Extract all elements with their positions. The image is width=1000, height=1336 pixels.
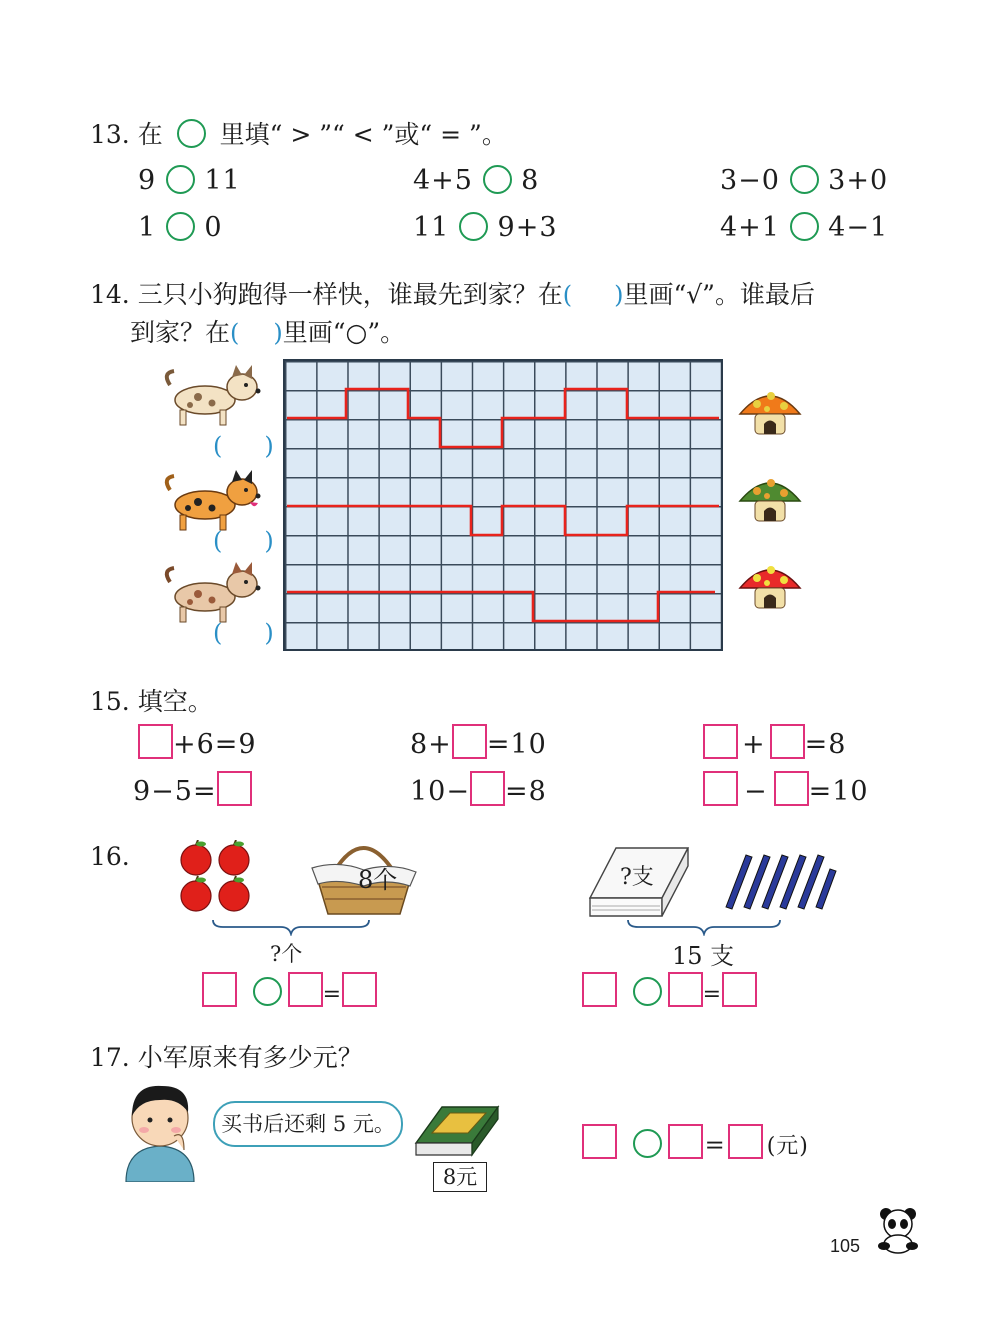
q13-suffix: 里填“ > ”“ < ”或“ = ”。 [219,120,507,149]
dog-2-answer[interactable]: ( ) [213,527,274,555]
expr: +6=9 [173,729,257,760]
q13-item [138,165,241,196]
q14-line2 [130,313,405,349]
route-path-2 [287,506,719,535]
right-expr: 3+0 [828,165,889,196]
q13-heading [90,115,507,151]
q15-item [138,724,257,760]
q13-prefix: 13. 在 [90,120,163,149]
answer-box[interactable] [668,972,703,1007]
q14-text: 到家？在 [130,318,231,347]
operator-circle[interactable] [633,1129,662,1158]
apples-icon [176,840,256,916]
compare-circle[interactable] [166,212,195,241]
right-total-label: 15 支 [672,942,735,970]
answer-box[interactable] [342,972,377,1007]
q16-number: 16. [90,842,130,871]
panda-icon [876,1206,922,1254]
right-expr: 4−1 [828,212,889,243]
answer-box[interactable] [582,972,617,1007]
expr: =10 [486,729,547,760]
dog-3-answer[interactable]: ( ) [213,619,274,647]
book-stack-icon [412,1103,502,1159]
expr: 8+ [410,729,452,760]
left-expr: 1 [138,212,157,243]
operator: − [744,776,768,807]
route-path-1 [287,389,719,447]
left-expr: 9 [138,165,157,196]
q17-equation [582,1124,809,1160]
answer-box[interactable] [452,724,487,759]
compare-circle[interactable] [790,165,819,194]
mushroom-house-3-icon [737,558,803,610]
operator: + [742,729,766,760]
route-paths [283,359,723,651]
q15-item [410,724,547,760]
left-expr: 11 [413,212,450,243]
expr: =8 [804,729,847,760]
q16-left-equation [202,972,377,1008]
route-path-3 [287,592,715,621]
left-total-label: ?个 [270,942,303,966]
answer-box[interactable] [703,771,738,806]
expr: 10− [410,776,470,807]
q14-text: 里画“√”。谁最后 [623,280,815,309]
compare-circle[interactable] [459,212,488,241]
answer-box[interactable] [470,771,505,806]
operator-circle[interactable] [253,977,282,1006]
equals: = [322,982,343,1007]
paren-open: ( [562,281,573,309]
compare-circle[interactable] [166,165,195,194]
q14-text: 14. 三只小狗跑得一样快，谁最先到家？在 [90,280,563,309]
right-expr: 11 [204,165,241,196]
pens-icon [720,851,838,911]
answer-box[interactable] [288,972,323,1007]
q15-title: 15. 填空。 [90,687,213,716]
answer-box[interactable] [582,1124,617,1159]
brace-left [211,918,371,936]
q15-item [410,771,547,807]
operator-circle[interactable] [633,977,662,1006]
brace-right [626,918,782,936]
q13-item [413,165,539,196]
right-expr: 9+3 [497,212,558,243]
paren-open: ( [230,319,240,347]
answer-box[interactable] [770,724,805,759]
q13-item [138,212,223,243]
answer-box[interactable] [202,972,237,1007]
q17-title: 17. 小军原来有多少元？ [90,1043,363,1072]
answer-box[interactable] [728,1124,763,1159]
mushroom-house-1-icon [737,384,803,436]
answer-box[interactable] [703,724,738,759]
left-expr: 3−0 [720,165,780,196]
answer-box[interactable] [138,724,173,759]
answer-box[interactable] [217,771,252,806]
equals: = [704,1131,726,1159]
unit-label: (元) [766,1134,809,1159]
answer-box[interactable] [774,771,809,806]
q16-right-equation [582,972,757,1008]
dog-1-icon [160,365,265,430]
book-label: ?支 [620,865,654,890]
expr: =10 [808,776,869,807]
equals: = [702,982,723,1007]
q14-line1 [90,275,815,311]
speech-bubble: 买书后还剩 5 元。 [213,1101,403,1147]
dog-2-icon [160,470,265,535]
left-expr: 4+5 [413,165,473,196]
paren-close: ) [273,319,283,347]
answer-box[interactable] [668,1124,703,1159]
answer-circle[interactable] [177,119,206,148]
q15-item [703,724,846,760]
q15-item [133,771,252,807]
compare-circle[interactable] [483,165,512,194]
mushroom-house-2-icon [737,471,803,523]
answer-box[interactable] [722,972,757,1007]
q15-item [703,771,869,807]
q13-item [720,165,888,196]
boy-icon [118,1078,204,1182]
compare-circle[interactable] [790,212,819,241]
page-number: 105 [830,1236,861,1256]
expr: =8 [504,776,547,807]
right-expr: 8 [521,165,540,196]
dog-1-answer[interactable]: ( ) [213,432,274,460]
right-expr: 0 [204,212,223,243]
basket-label: 8个 [358,866,398,894]
price-tag: 8元 [433,1162,487,1192]
q14-text: 里画“○”。 [282,318,406,347]
expr: 9−5= [133,776,217,807]
dog-3-icon [160,562,265,627]
paren-close: ) [614,281,624,309]
q13-item [413,212,558,243]
left-expr: 4+1 [720,212,780,243]
q13-item [720,212,888,243]
